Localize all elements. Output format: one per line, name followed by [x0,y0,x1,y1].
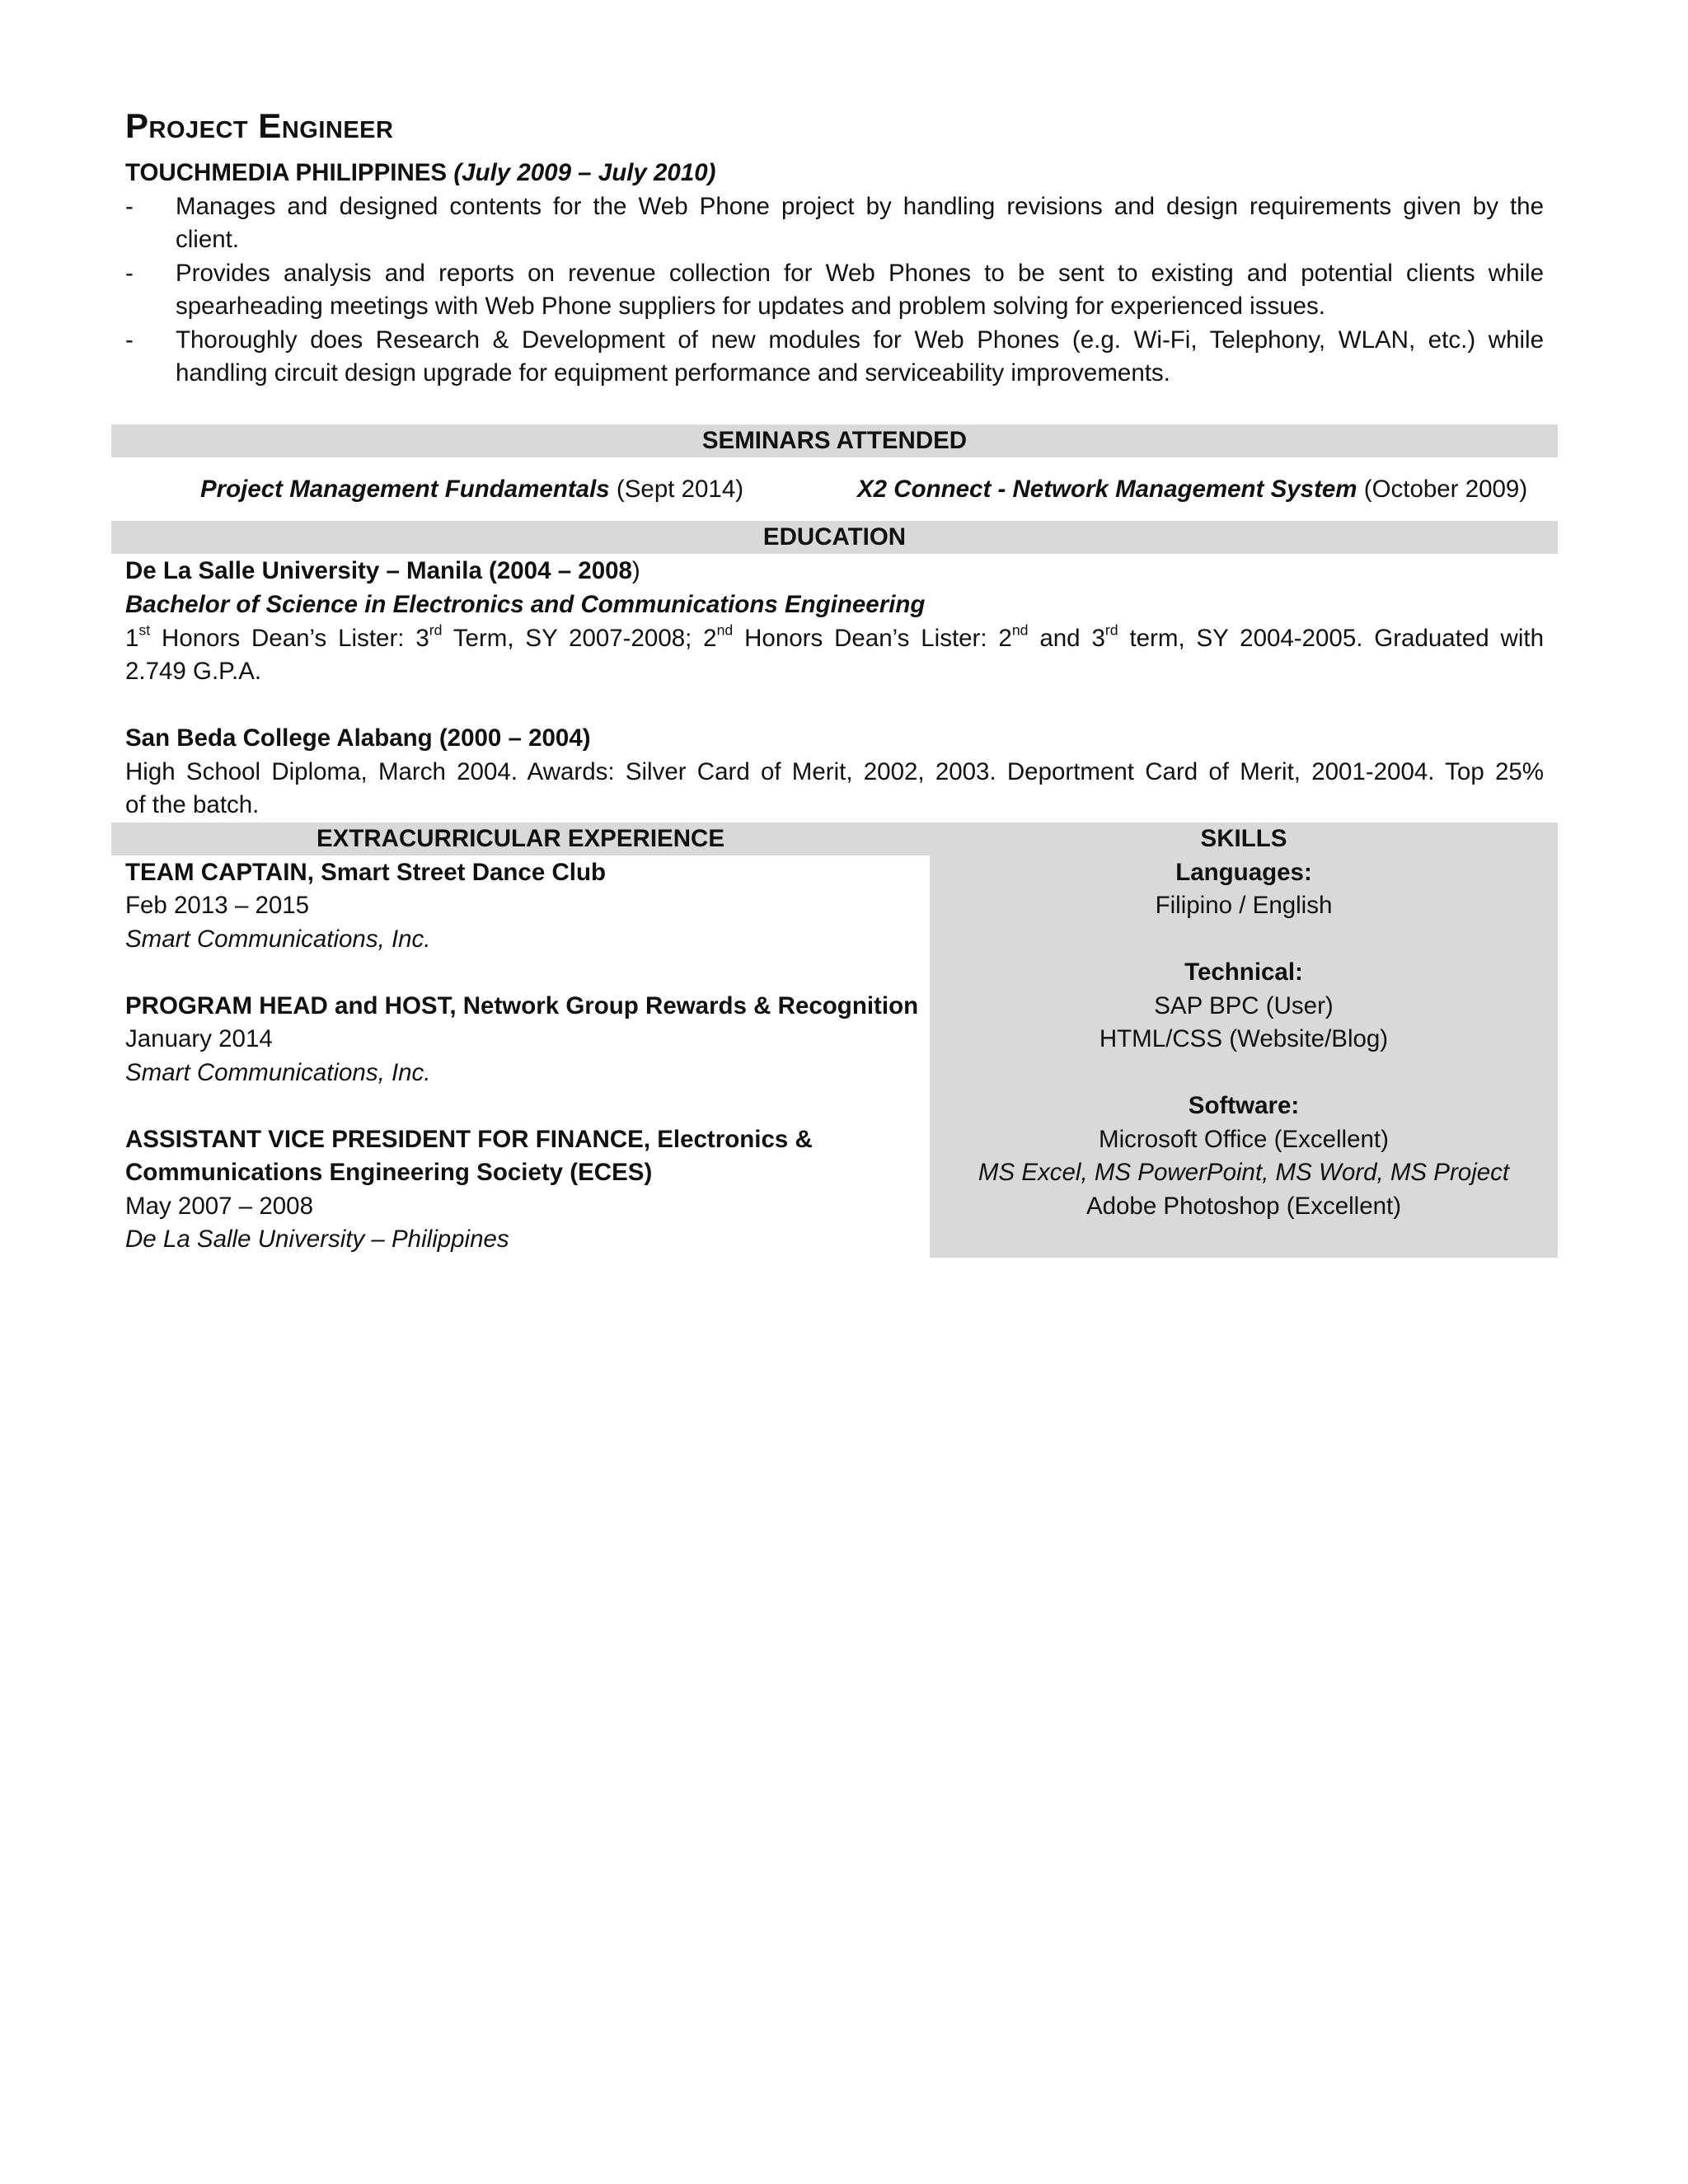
honors-text: Term, SY 2007-2008; 2 [442,625,717,652]
extra-1-date: Feb 2013 – 2015 [125,892,310,919]
extra-3-org: De La Salle University – Philippines [125,1226,509,1253]
bullet-2-line-2: spearheading meetings with Web Phone suppliers for updates and problem solving for experienced issues. [176,293,1325,320]
college-school: De La Salle University – Manila (2004 – 2008 [125,557,632,584]
skills-software-item: Microsoft Office (Excellent) [1099,1126,1389,1153]
skills-software-item: Adobe Photoshop (Excellent) [1085,1193,1402,1220]
college-school-line [125,555,640,588]
honors-text: Honors Dean’s Lister: 3 [150,625,429,652]
skills-technical-item: HTML/CSS (Website/Blog) [1099,1025,1389,1052]
honors-sup: rd [429,621,443,639]
education-heading: EDUCATION [762,523,907,551]
honors-text: and 3 [1028,625,1105,652]
bullet-3-line-1: Thoroughly does Research & Development of new modules for Web Phones (e.g. Wi-Fi, Telephony, WLAN, etc.) while [176,326,1544,354]
skills-technical-item: SAP BPC (User) [1154,992,1334,1019]
seminar-date: (October 2009) [1363,476,1528,503]
bullet-marker: - [125,260,134,287]
job-company: TOUCHMEDIA PHILIPPINES [125,159,448,186]
honors-sup: st [138,621,151,639]
highschool-school: San Beda College Alabang (2000 – 2004) [125,724,591,752]
extra-3-title: ASSISTANT VICE PRESIDENT FOR FINANCE, Electronics & [125,1126,813,1153]
extracurricular-heading: EXTRACURRICULAR EXPERIENCE [316,825,724,852]
bullet-marker: - [125,193,134,220]
skills-software-label: Software: [1188,1092,1300,1119]
college-honors-line-2: 2.749 G.P.A. [125,658,262,685]
highschool-details-line-2: of the batch. [125,791,260,818]
skills-software-subitems: MS Excel, MS PowerPoint, MS Word, MS Project [978,1159,1510,1186]
seminar-item-2 [857,473,1527,506]
skills-languages-label: Languages: [1175,859,1312,886]
seminar-name: Project Management Fundamentals [200,476,610,503]
skills-languages: Filipino / English [1155,892,1333,919]
honors-text: term, SY 2004-2005. Graduated with [1118,625,1545,652]
seminar-date: (Sept 2014) [616,476,744,503]
extra-2-title: PROGRAM HEAD and HOST, Network Group Rewards & Recognition [125,992,919,1019]
job-title: Project Engineer [125,106,394,145]
honors-sup: nd [1011,621,1029,639]
extra-2-date: January 2014 [125,1025,273,1052]
extra-3-title-2: Communications Engineering Society (ECES) [125,1159,653,1186]
bullet-marker: - [125,326,134,354]
bullet-2-line-1: Provides analysis and reports on revenue collection for Web Phones to be sent to existing and potential clients while [176,260,1544,287]
extra-1-title: TEAM CAPTAIN, Smart Street Dance Club [125,859,606,886]
college-honors-line-1 [125,622,1544,655]
extra-3-date: May 2007 – 2008 [125,1193,313,1220]
college-school-close: ) [631,557,640,584]
honors-text: 1 [125,625,139,652]
bullet-3-line-2: handling circuit design upgrade for equipment performance and serviceability improvements. [176,359,1170,387]
highschool-details-line-1: High School Diploma, March 2004. Awards: Silver Card of Merit, 2002, 2003. Deportment Card of Merit, 2001-2004. Top 25% [125,758,1544,785]
seminar-item-1 [200,473,743,506]
honors-text: Honors Dean’s Lister: 2 [733,625,1012,652]
college-degree: Bachelor of Science in Electronics and Communications Engineering [125,591,926,618]
honors-sup: rd [1104,621,1118,639]
extra-2-org: Smart Communications, Inc. [125,1059,431,1086]
extra-1-org: Smart Communications, Inc. [125,926,431,953]
seminar-name: X2 Connect - Network Management System [857,476,1357,503]
bullet-1-line-2: client. [176,226,240,253]
seminars-heading: SEMINARS ATTENDED [701,427,968,454]
bullet-1-line-1: Manages and designed contents for the Web Phone project by handling revisions and design requirements given by the [176,193,1544,220]
skills-technical-label: Technical: [1184,958,1303,986]
job-dates: (July 2009 – July 2010) [453,159,716,186]
job-company-line [125,157,715,190]
honors-sup: nd [716,621,734,639]
skills-heading: SKILLS [1200,825,1287,852]
